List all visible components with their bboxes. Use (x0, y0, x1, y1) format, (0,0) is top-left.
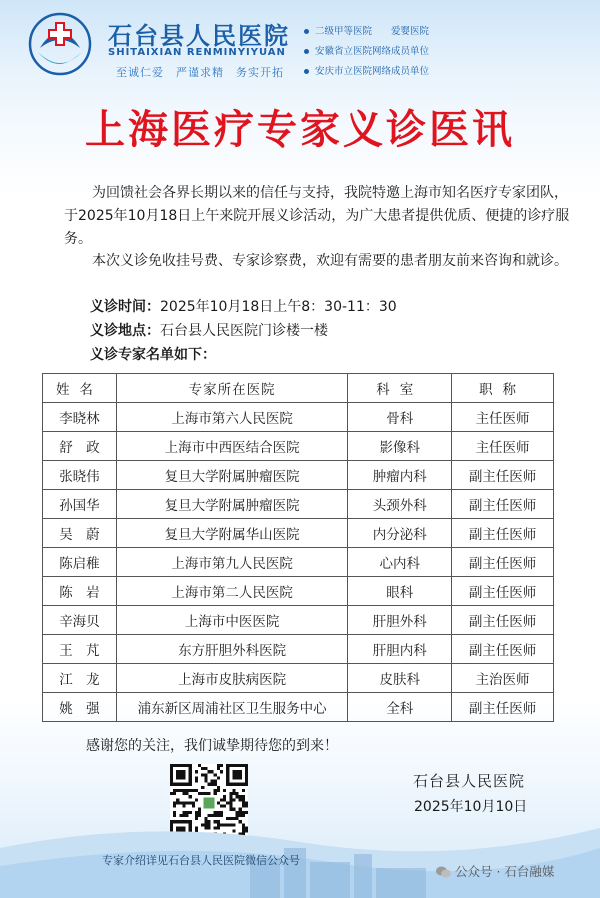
cell-department: 肝胆外科 (348, 606, 452, 635)
table-row (43, 577, 554, 606)
cell-title: 主任医师 (452, 432, 554, 461)
footer-note: 专家介绍详见石台县人民医院微信公众号 (102, 854, 300, 867)
table-row (43, 548, 554, 577)
cell-department: 肿瘤内科 (348, 461, 452, 490)
table-row (43, 606, 554, 635)
cell-hospital: 上海市皮肤病医院 (116, 664, 347, 693)
cell-expert-name: 陈启稚 (43, 548, 117, 577)
cell-title: 副主任医师 (452, 635, 554, 664)
table-row (43, 519, 554, 548)
accreditation-item: 安徽省立医院网络成员单位 (304, 42, 429, 62)
expert-table-body (43, 403, 554, 722)
column-header-title: 职称 (452, 374, 554, 403)
table-row (43, 461, 554, 490)
table-row (43, 635, 554, 664)
cell-hospital: 上海市中医医院 (116, 606, 347, 635)
page-title: 上海医疗专家义诊医讯 (85, 107, 515, 153)
cell-expert-name: 姚 强 (43, 693, 117, 722)
intro-paragraph-1: 为回馈社会各界长期以来的信任与支持，我院特邀上海市知名医疗专家团队，于2025年10月18日上午来院开展义诊活动，为广大患者提供优质、便捷的诊疗服务。 (64, 185, 570, 247)
cell-title: 主任医师 (452, 403, 554, 432)
cell-expert-name: 张晓伟 (43, 461, 117, 490)
cell-hospital: 复旦大学附属华山医院 (116, 519, 347, 548)
hospital-motto: 至诚仁爱 严谨求精 务实开拓 (116, 66, 284, 79)
cell-title: 副主任医师 (452, 606, 554, 635)
cell-title: 副主任医师 (452, 548, 554, 577)
cell-hospital: 复旦大学附属肿瘤医院 (116, 490, 347, 519)
cell-department: 皮肤科 (348, 664, 452, 693)
cell-expert-name: 陈 岩 (43, 577, 117, 606)
cell-department: 内分泌科 (348, 519, 452, 548)
cell-expert-name: 江 龙 (43, 664, 117, 693)
cell-expert-name: 吴 蔚 (43, 519, 117, 548)
cell-expert-name: 李晓林 (43, 403, 117, 432)
bullet-dot-icon (304, 49, 309, 54)
intro-paragraph-2: 本次义诊免收挂号费、专家诊察费，欢迎有需要的患者朋友前来咨询和就诊。 (92, 253, 568, 269)
cell-department: 骨科 (348, 403, 452, 432)
cell-expert-name: 孙国华 (43, 490, 117, 519)
accreditation-item: 安庆市立医院网络成员单位 (304, 62, 429, 82)
column-header-hospital: 专家所在医院 (116, 374, 347, 403)
cell-hospital: 上海市第六人民医院 (116, 403, 347, 432)
column-header-department: 科室 (348, 374, 452, 403)
table-row (43, 432, 554, 461)
cell-title: 副主任医师 (452, 519, 554, 548)
event-time-label: 义诊时间： (90, 299, 160, 315)
event-time-value: 2025年10月18日上午8：30-11：30 (160, 299, 397, 315)
cell-hospital: 复旦大学附属肿瘤医院 (116, 461, 347, 490)
signature-hospital: 石台县人民医院 (413, 772, 526, 790)
cell-department: 肝胆内科 (348, 635, 452, 664)
cell-hospital: 上海市中西医结合医院 (116, 432, 347, 461)
table-header-row (43, 374, 554, 403)
bullet-dot-icon (304, 29, 309, 34)
column-header-name: 姓名 (43, 374, 117, 403)
cell-department: 眼科 (348, 577, 452, 606)
event-time (90, 296, 397, 319)
cell-hospital: 东方肝胆外科医院 (116, 635, 347, 664)
table-row (43, 693, 554, 722)
cell-hospital: 浦东新区周浦社区卫生服务中心 (116, 693, 347, 722)
hospital-pinyin: SHITAIXIAN RENMINYIYUAN (108, 47, 286, 58)
hospital-name: 石台县人民医院 (108, 22, 290, 50)
cell-title: 副主任医师 (452, 490, 554, 519)
bullet-dot-icon (304, 69, 309, 74)
wechat-source: 公众号 · 石台融媒 (436, 862, 554, 880)
event-place (90, 320, 328, 343)
thanks-message: 感谢您的关注，我们诚挚期待您的到来！ (86, 738, 338, 754)
wechat-icon (436, 866, 451, 878)
expert-list-heading: 义诊专家名单如下： (90, 347, 216, 363)
footer-wave-decoration (0, 818, 600, 898)
table-row (43, 664, 554, 693)
cell-expert-name: 辛海贝 (43, 606, 117, 635)
table-row (43, 490, 554, 519)
cell-department: 头颈外科 (348, 490, 452, 519)
event-place-label: 义诊地点： (90, 323, 160, 339)
signature-date: 2025年10月10日 (414, 799, 528, 815)
cell-expert-name: 王 芃 (43, 635, 117, 664)
cell-department: 全科 (348, 693, 452, 722)
cell-department: 影像科 (348, 432, 452, 461)
cell-hospital: 上海市第二人民医院 (116, 577, 347, 606)
expert-table (42, 373, 554, 722)
cell-department: 心内科 (348, 548, 452, 577)
cell-hospital: 上海市第九人民医院 (116, 548, 347, 577)
accreditation-item: 二级甲等医院 爱婴医院 (304, 22, 429, 42)
cell-title: 主治医师 (452, 664, 554, 693)
header (0, 0, 600, 96)
hospital-logo-icon (28, 12, 92, 76)
event-place-value: 石台县人民医院门诊楼一楼 (160, 323, 328, 339)
table-row (43, 403, 554, 432)
accreditation-list (304, 22, 429, 82)
cell-title: 副主任医师 (452, 461, 554, 490)
cell-title: 副主任医师 (452, 577, 554, 606)
cell-title: 副主任医师 (452, 693, 554, 722)
cell-expert-name: 舒 政 (43, 432, 117, 461)
